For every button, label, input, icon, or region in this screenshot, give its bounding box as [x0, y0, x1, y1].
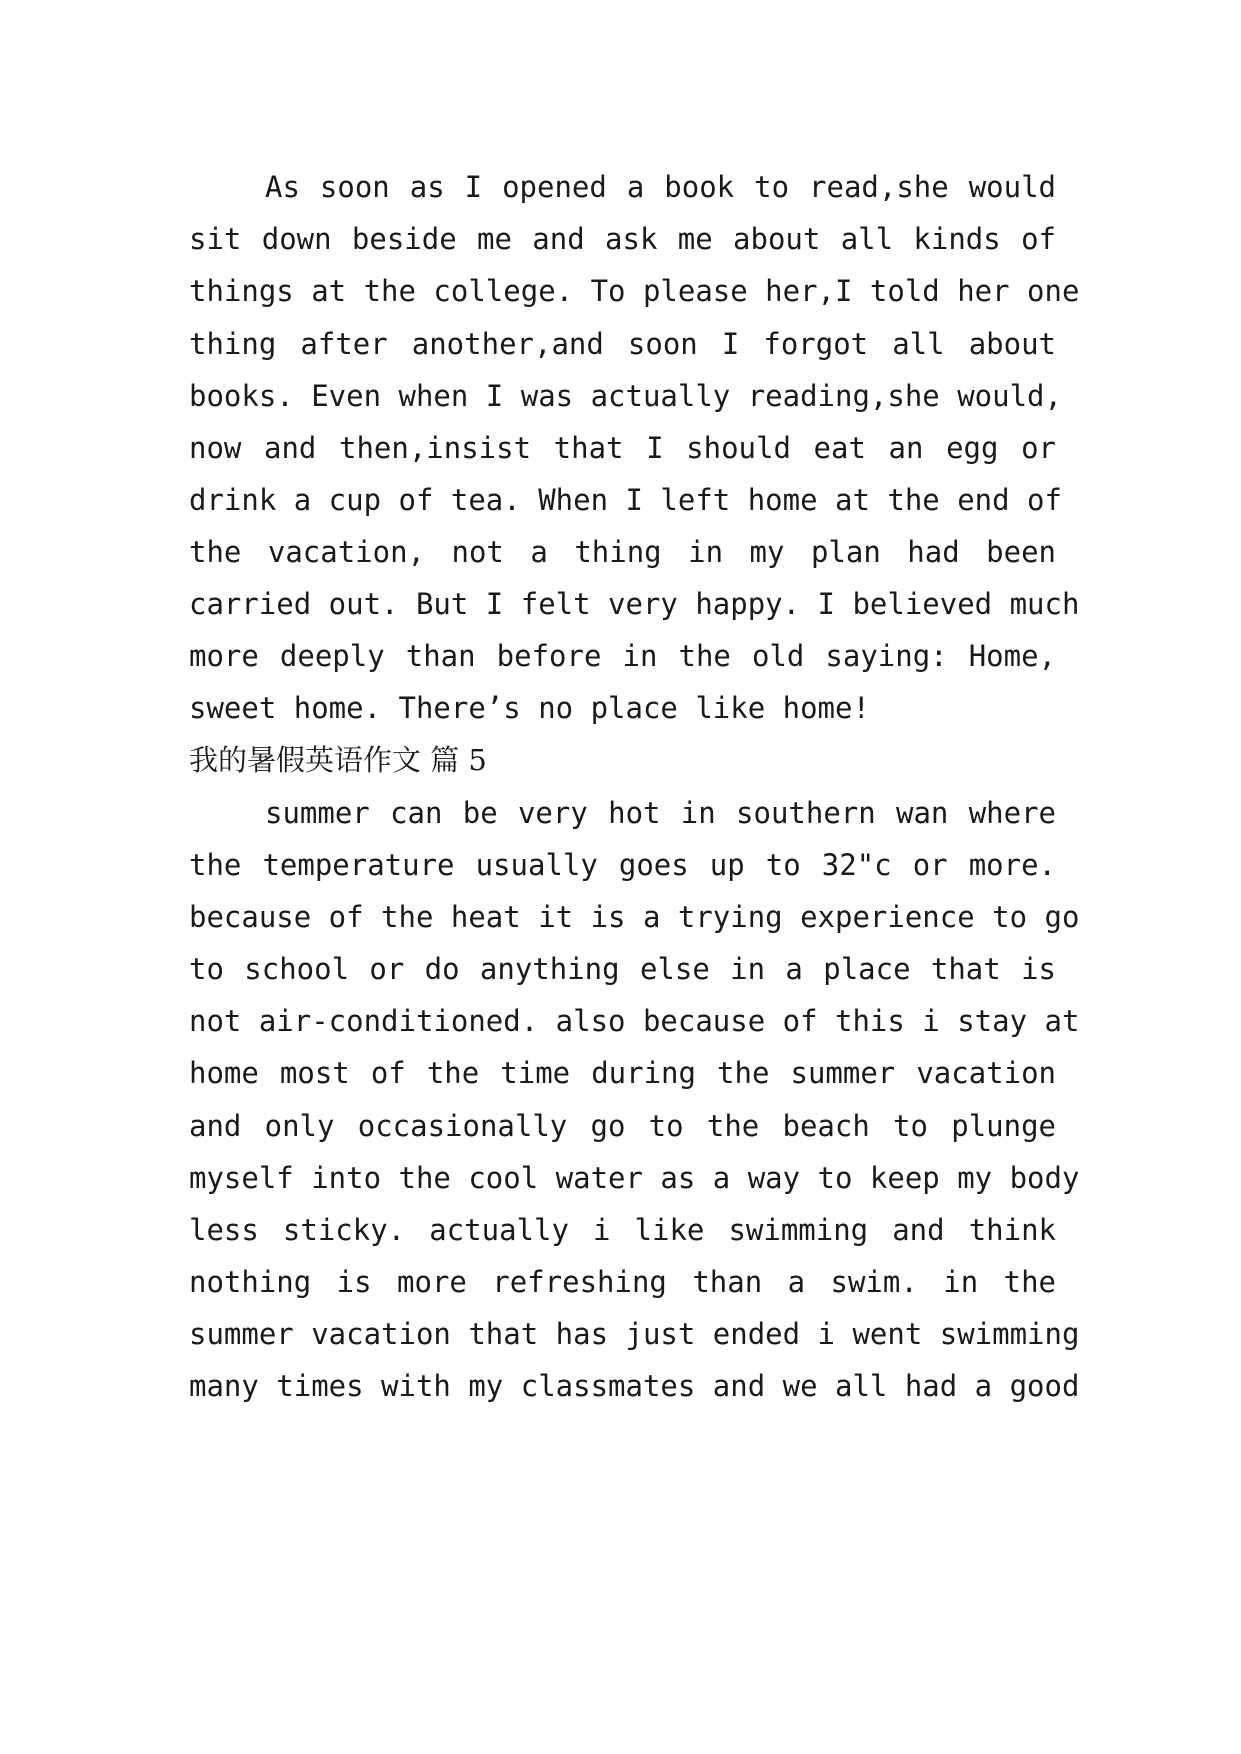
paragraph-2-line-4: to school or do anything else in a place that is: [189, 952, 1056, 986]
paragraph-2-line-3: because of the heat it is a trying experience to go: [189, 900, 1080, 934]
paragraph-2-line-8: myself into the cool water as a way to keep my body: [189, 1161, 1080, 1195]
paragraph-1-line-5: books. Even when I was actually reading,she would,: [189, 379, 1062, 413]
paragraph-1-line-2: sit down beside me and ask me about all kinds of: [189, 222, 1056, 256]
section-heading: 我的暑假英语作文 篇 5: [189, 743, 487, 777]
paragraph-1-line-4: thing after another,and soon I forgot all about: [189, 327, 1056, 361]
paragraph-2-line-1: summer can be very hot in southern wan where: [265, 796, 1056, 830]
paragraph-1-line-10: more deeply than before in the old saying: Home,: [189, 639, 1056, 673]
paragraph-1-line-9: carried out. But I felt very happy. I believed much: [189, 587, 1080, 621]
paragraph-2-line-11: summer vacation that has just ended i went swimming: [189, 1317, 1080, 1351]
paragraph-2-line-5: not air-conditioned. also because of this i stay at: [189, 1004, 1080, 1038]
paragraph-1-line-3: things at the college. To please her,I told her one: [189, 274, 1080, 308]
paragraph-1-line-6: now and then,insist that I should eat an egg or: [189, 431, 1056, 465]
paragraph-2-line-2: the temperature usually goes up to 32"c or more.: [189, 848, 1056, 882]
paragraph-1-line-11: sweet home. There’s no place like home!: [189, 691, 870, 725]
paragraph-2-line-10: nothing is more refreshing than a swim. in the: [189, 1265, 1056, 1299]
paragraph-2-line-6: home most of the time during the summer vacation: [189, 1056, 1056, 1090]
paragraph-1-line-1: As soon as I opened a book to read,she would: [265, 170, 1056, 204]
paragraph-2-line-12: many times with my classmates and we all had a good: [189, 1369, 1080, 1403]
paragraph-2-line-7: and only occasionally go to the beach to plunge: [189, 1109, 1056, 1143]
paragraph-1-line-8: the vacation, not a thing in my plan had been: [189, 535, 1056, 569]
paragraph-1-line-7: drink a cup of tea. When I left home at the end of: [189, 483, 1062, 517]
paragraph-2-line-9: less sticky. actually i like swimming and think: [189, 1213, 1056, 1247]
